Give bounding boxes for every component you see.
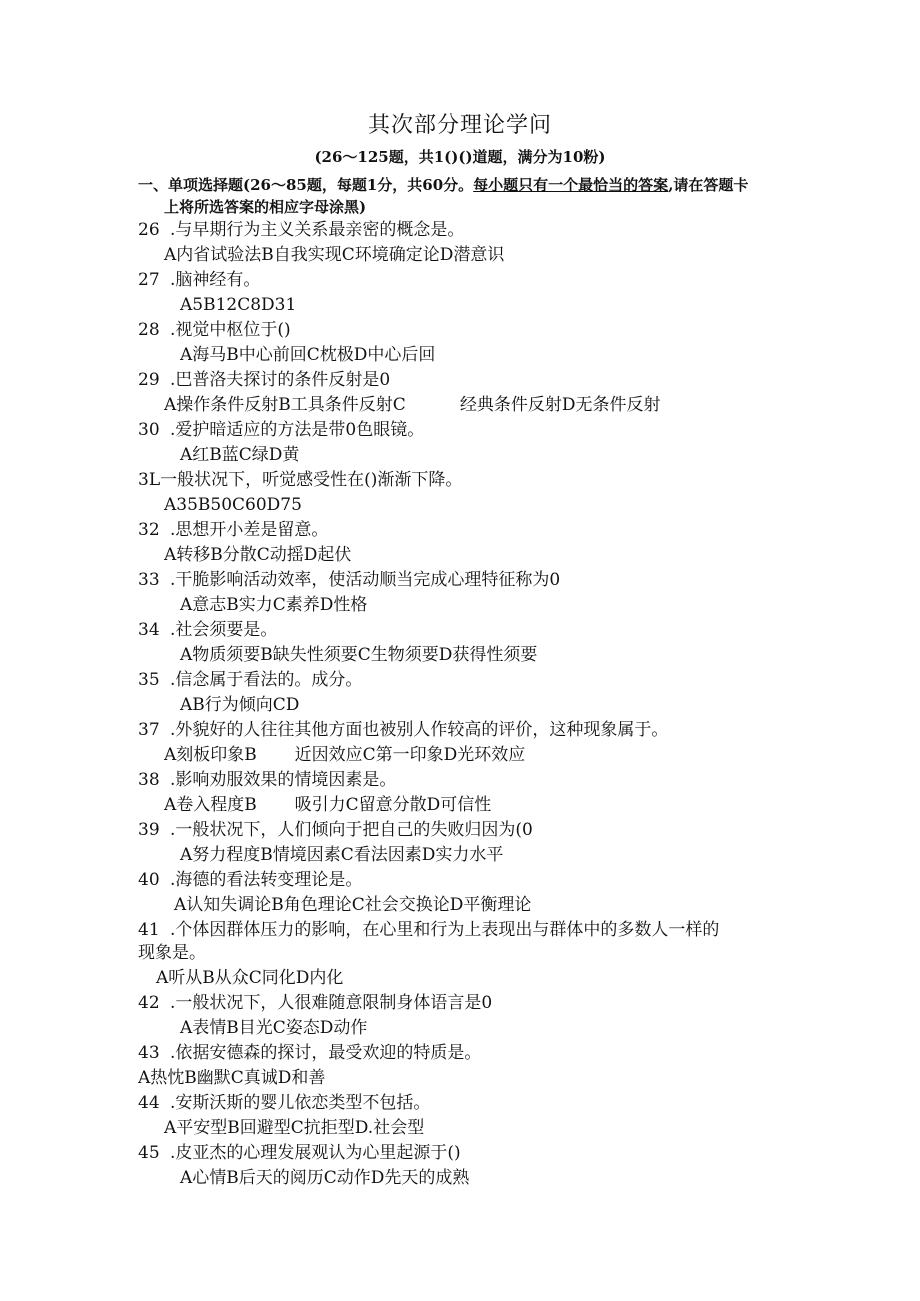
page-title: 其次部分理论学问 xyxy=(367,113,552,138)
section-emphasis: 每小题只有一个最恰当的答案 xyxy=(473,176,669,194)
question: 32 .思想开小差是留意。 xyxy=(138,520,329,540)
question-options: A卷入程度B 吸引力C留意分散D可信性 xyxy=(164,795,492,815)
question-options: A平安型B回避型C抗拒型D.社会型 xyxy=(164,1118,425,1138)
question-options: A认知失调论B角色理论C社会交换论D平衡理论 xyxy=(174,895,532,915)
question-options: AB行为倾向CD xyxy=(180,695,300,715)
question-options: A心情B后天的阅历C动作D先天的成熟 xyxy=(180,1168,470,1188)
question-options: A听从B从众C同化D内化 xyxy=(156,968,344,988)
question-options: A35B50C60D75 xyxy=(164,495,302,515)
question: 39 .一般状况下，人们倾向于把自己的失败归因为(0 xyxy=(138,820,533,840)
question-options: A物质须要B缺失性须要C生物须要D获得性须要 xyxy=(180,645,538,665)
question-options: A转移B分散C动摇D起伏 xyxy=(164,545,352,565)
question: 29 .巴普洛夫探讨的条件反射是0 xyxy=(138,370,391,390)
question-options: A海马B中心前回C枕极D中心后回 xyxy=(180,345,436,365)
question: 33 .干脆影响活动效率，使活动顺当完成心理特征称为0 xyxy=(138,570,561,590)
section-heading-line2: 上将所选答案的相应字母涂黑) xyxy=(164,198,367,216)
question-options: A操作条件反射B工具条件反射C 经典条件反射D无条件反射 xyxy=(164,395,661,415)
question-options: A5B12C8D31 xyxy=(180,295,297,315)
question: 40 .海德的看法转变理论是。 xyxy=(138,870,363,890)
question-options: A热忱B幽默C真诚D和善 xyxy=(138,1068,326,1088)
question: 45 .皮亚杰的心理发展观认为心里起源于() xyxy=(138,1143,461,1163)
question-continuation: 现象是。 xyxy=(138,943,206,963)
question: 28 .视觉中枢位于() xyxy=(138,320,291,340)
question: 3L一般状况下，听觉感受性在()渐渐下降。 xyxy=(138,470,463,490)
question-options: A内省试验法B自我实现C环境确定论D潜意识 xyxy=(164,245,505,265)
question: 27 .脑神经有。 xyxy=(138,270,261,290)
question: 26 .与早期行为主义关系最亲密的概念是。 xyxy=(138,220,465,240)
question-options: A刻板印象B 近因效应C第一印象D光环效应 xyxy=(164,745,526,765)
question-options: A红B蓝C绿D黄 xyxy=(180,445,300,465)
question-options: A表情B目光C姿态D动作 xyxy=(180,1018,368,1038)
question: 41 .个体因群体压力的影响，在心里和行为上表现出与群体中的多数人一样的 xyxy=(138,920,720,940)
question: 37 .外貌好的人往往其他方面也被别人作较高的评价，这种现象属于。 xyxy=(138,720,669,740)
page-subtitle: (26～125题，共1()()道题，满分为10粉) xyxy=(314,148,606,166)
question-options: A意志B实力C素养D性格 xyxy=(180,595,368,615)
question-options: A努力程度B情境因素C看法因素D实力水平 xyxy=(180,845,504,865)
question: 34 .社会须要是。 xyxy=(138,620,278,640)
question: 38 .影响劝服效果的情境因素是。 xyxy=(138,770,397,790)
question: 30 .爱护暗适应的方法是带0色眼镜。 xyxy=(138,420,425,440)
question: 44 .安斯沃斯的婴儿依恋类型不包括。 xyxy=(138,1093,431,1113)
question: 35 .信念属于看法的。成分。 xyxy=(138,670,363,690)
section-heading: 一、单项选择题(26～85题，每题1分，共60分。每小题只有一个最恰当的答案,请在答题卡 xyxy=(138,176,749,194)
question: 43 .依据安德森的探讨，最受欢迎的特质是。 xyxy=(138,1043,482,1063)
question: 42 .一般状况下，人很难随意限制身体语言是0 xyxy=(138,993,493,1013)
